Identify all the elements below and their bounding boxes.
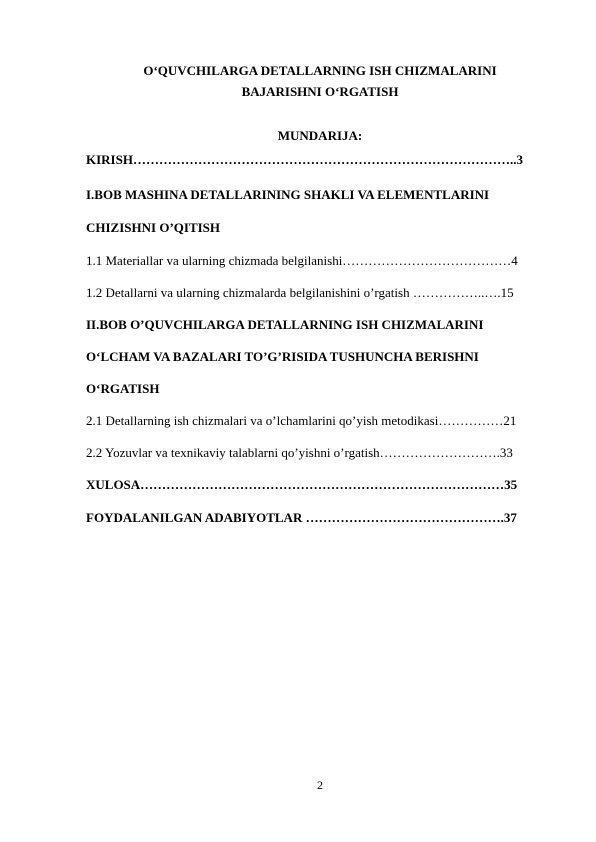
- toc-entry-chapter2-line1: II.BOB O’QUVCHILARGA DETALLARNING ISH CHIZMALARINI: [86, 317, 484, 332]
- toc-entry-section-2-2: 2.2 Yozuvlar va texnikaviy talablarni qo’yishni o’rgatish……………………….33: [86, 445, 513, 460]
- toc-entry-adabiyotlar: FOYDALANILGAN ADABIYOTLAR ……………………………………….37: [86, 510, 517, 525]
- toc-entry-chapter2-line2: O‘LCHAM VA BAZALARI TO’G’RISIDA TUSHUNCHA BERISHNI: [86, 349, 479, 364]
- toc-entry-xulosa: XULOSA…………………………………………………………………………35: [86, 477, 518, 492]
- toc-entry-section-2-1: 2.1 Detallarning ish chizmalari va o’lchamlarini qo’yish metodikasi……………21: [86, 413, 517, 428]
- toc-entry-chapter1-line2: CHIZISHNI O’QITISH: [86, 220, 221, 235]
- contents-heading: MUNDARIJA:: [277, 128, 363, 143]
- document-title-line1: O‘QUVCHILARGA DETALLARNING ISH CHIZMALARINI: [143, 63, 497, 78]
- toc-entry-chapter2-line3: O‘RGATISH: [86, 381, 160, 396]
- page-number: 2: [317, 778, 323, 792]
- document-title-line2: BAJARISHNI O‘RGATISH: [241, 84, 399, 99]
- toc-entry-section-1-1: 1.1 Materiallar va ularning chizmada belgilanishi…………………………………4: [86, 253, 518, 268]
- toc-entry-section-1-2: 1.2 Detallarni va ularning chizmalarda belgilanishini o’rgatish ……………..….15: [86, 285, 514, 300]
- toc-entry-kirish: KIRISH……………………………………………………………………………..3: [86, 152, 523, 167]
- toc-entry-chapter1-line1: I.BOB MASHINA DETALLARINING SHAKLI VA ELEMENTLARINI: [86, 187, 490, 202]
